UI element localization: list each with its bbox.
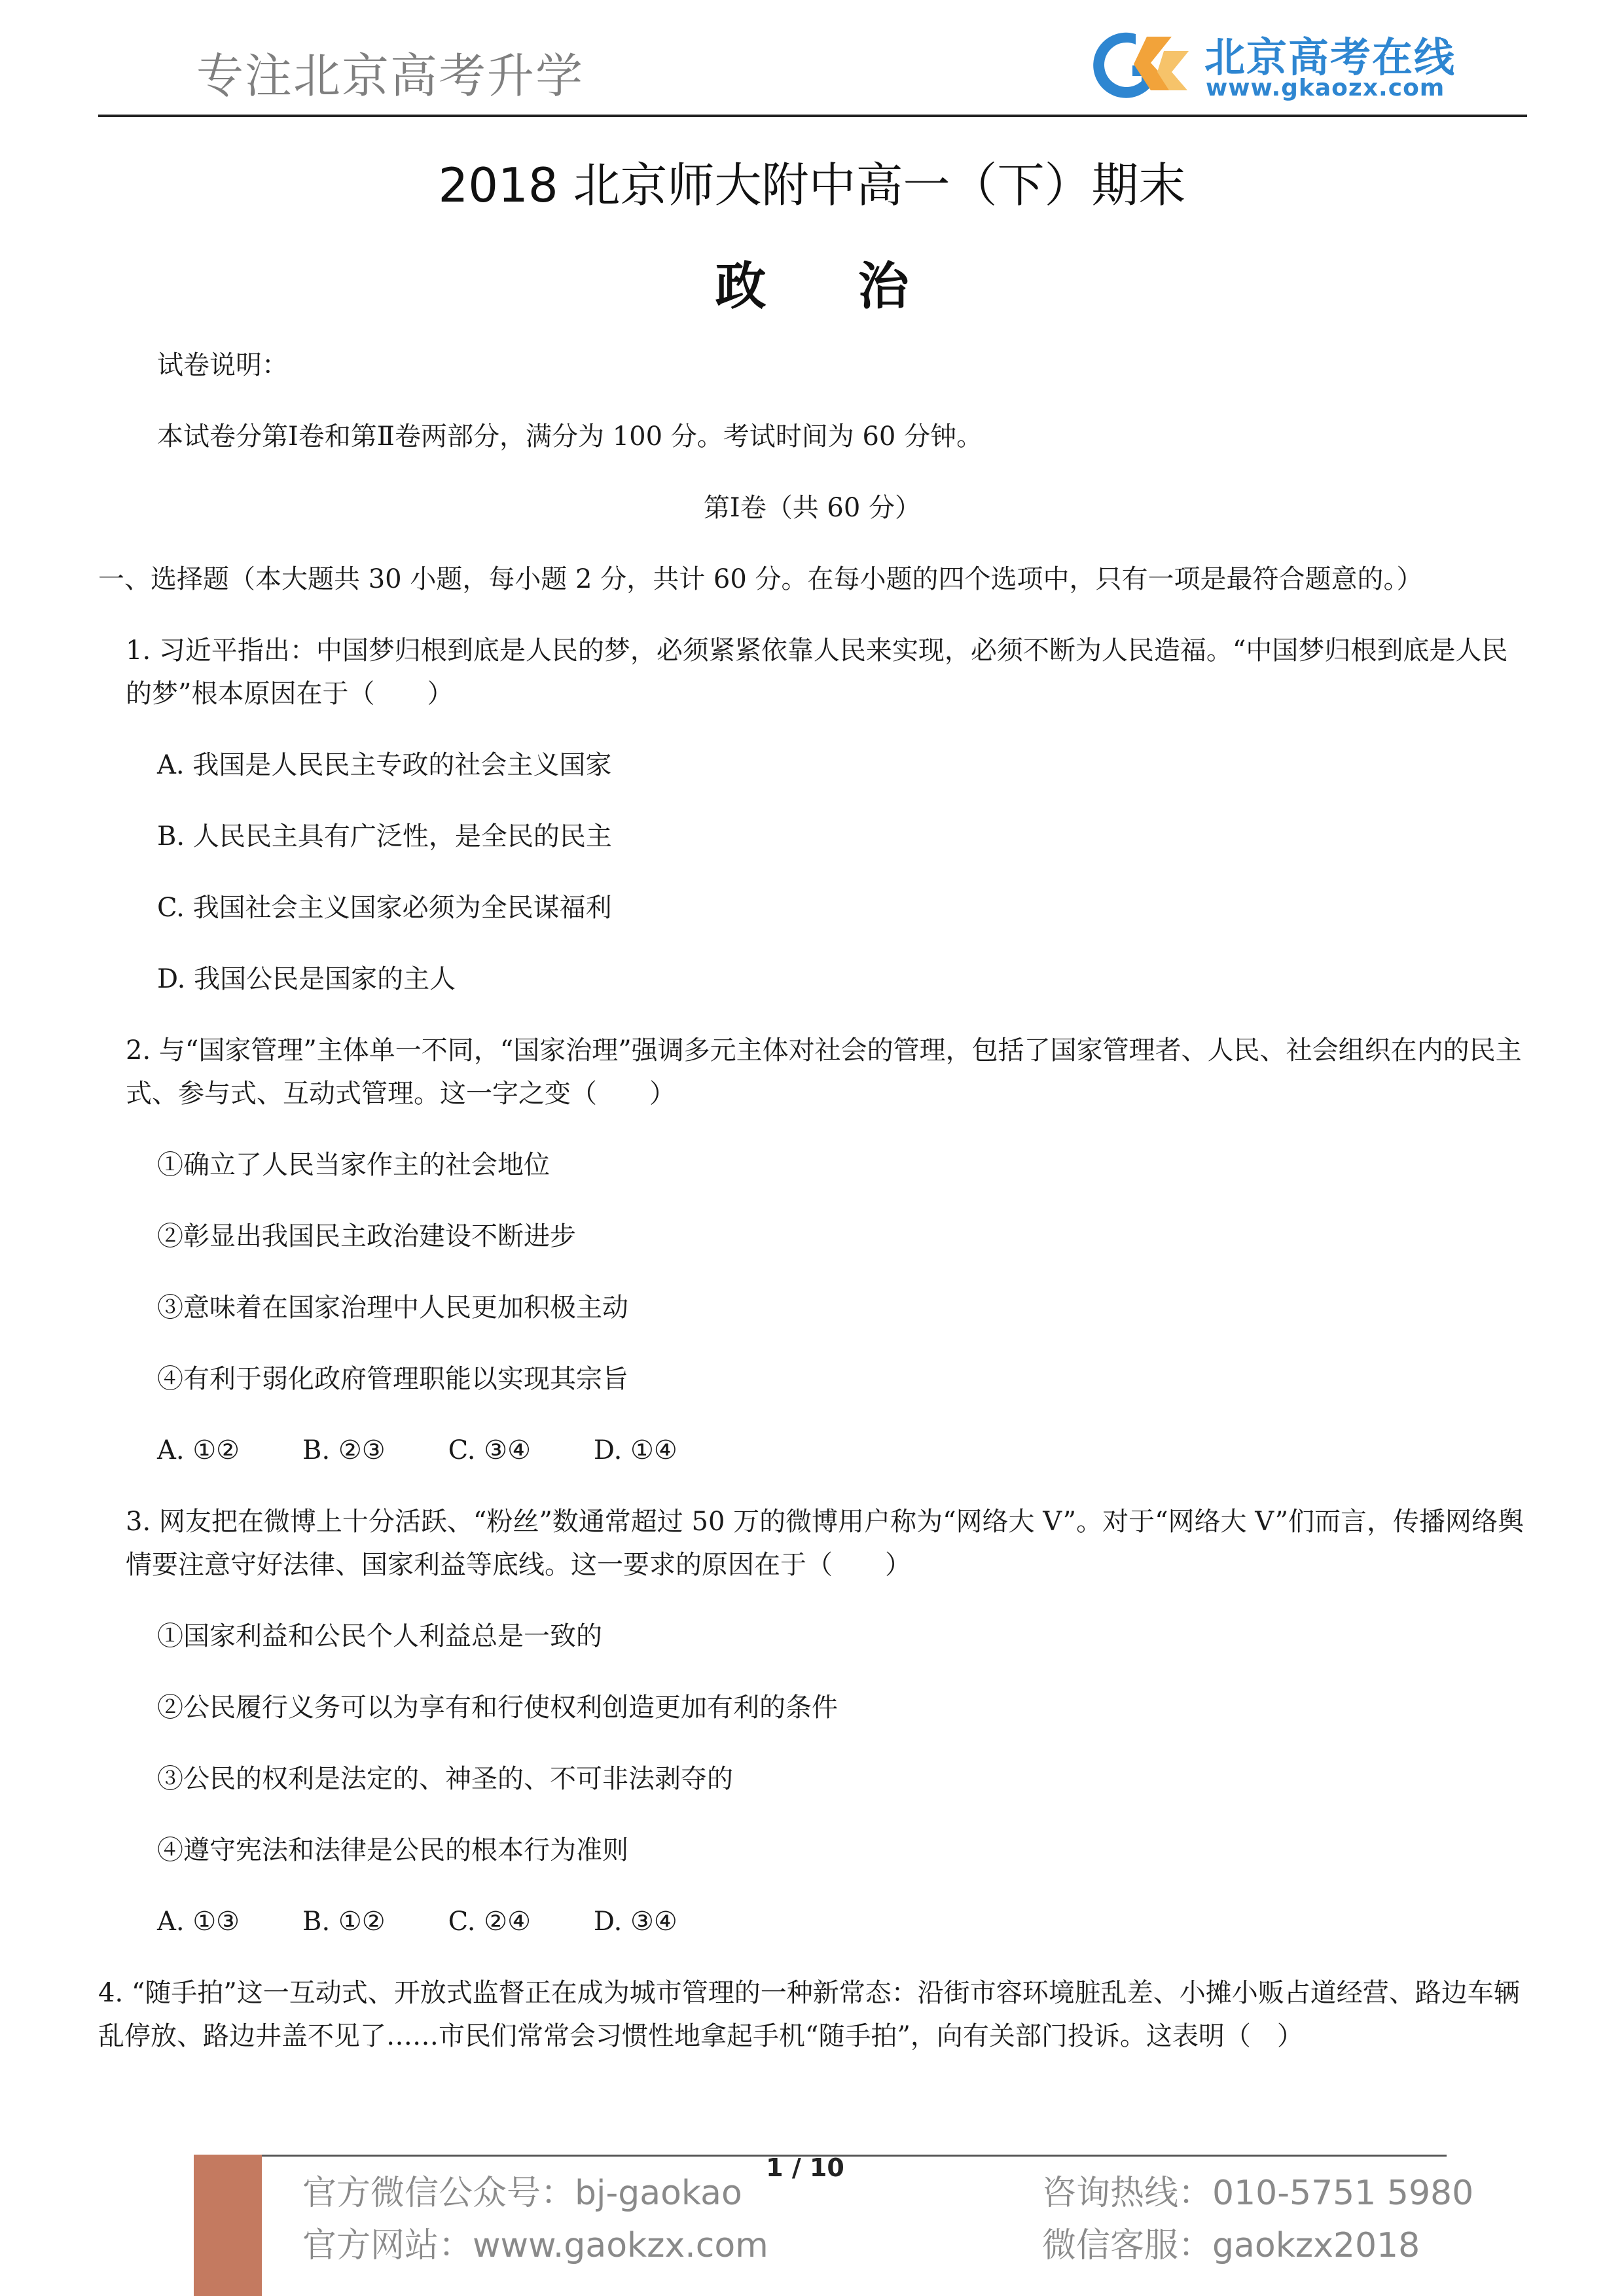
footer-hotline: 咨询热线：010-5751 5980 [1042, 2174, 1474, 2213]
question-2-choice-c: C. ③④ [448, 1435, 531, 1465]
header-divider [98, 115, 1527, 117]
footer-accent-block [194, 2155, 262, 2296]
question-3-item-3: ③公民的权利是法定的、神圣的、不可非法剥夺的 [157, 1764, 733, 1794]
question-2-item-2: ②彰显出我国民主政治建设不断进步 [157, 1221, 576, 1251]
question-2-item-4: ④有利于弱化政府管理职能以实现其宗旨 [157, 1364, 628, 1394]
logo-url: www.gkaozx.com [1206, 75, 1445, 101]
question-2-stem: 2. 与“国家管理”主体单一不同，“国家治理”强调多元主体对社会的管理，包括了国家管理者、人民、社会组织在内的民主式、参与式、互动式管理。这一字之变（ ） [126, 1035, 1522, 1109]
header-slogan: 专注北京高考升学 [196, 48, 585, 103]
question-3-choices [98, 1900, 1526, 1943]
footer-wechat-service: 微信客服：gaokzx2018 [1042, 2226, 1420, 2265]
footer-wechat-account: 官方微信公众号：bj-gaokao [302, 2174, 742, 2213]
part-heading: 第Ⅰ卷（共 60 分） [703, 493, 922, 523]
footer-website[interactable]: 官方网站：www.gaokzx.com [302, 2226, 768, 2265]
question-2-choices [98, 1429, 1526, 1472]
logo-name: 北京高考在线 [1204, 33, 1456, 81]
question-2-item-1: ①确立了人民当家作主的社会地位 [157, 1150, 550, 1180]
question-1-option-b: B. 人民民主具有广泛性，是全民的民主 [157, 821, 612, 852]
question-3-item-4: ④遵守宪法和法律是公民的根本行为准则 [157, 1835, 628, 1865]
document-body [98, 344, 1526, 2086]
question-2-choice-b: B. ②③ [302, 1435, 386, 1465]
question-3-choice-b: B. ①② [302, 1907, 386, 1937]
instructions-text: 本试卷分第Ⅰ卷和第Ⅱ卷两部分，满分为 100 分。考试时间为 60 分钟。 [157, 422, 983, 452]
question-3-choice-d: D. ③④ [593, 1907, 677, 1937]
question-3-choice-a: A. ①③ [157, 1907, 240, 1937]
question-2-choice-a: A. ①② [157, 1435, 240, 1465]
question-1-option-c: C. 我国社会主义国家必须为全民谋福利 [157, 893, 612, 923]
question-2-item-3: ③意味着在国家治理中人民更加积极主动 [157, 1293, 628, 1323]
question-3-item-1: ①国家利益和公民个人利益总是一致的 [157, 1621, 602, 1651]
document-title: 2018 北京师大附中高一（下）期末 [438, 158, 1186, 213]
question-3-item-2: ②公民履行义务可以为享有和行使权利创造更加有利的条件 [157, 1693, 838, 1723]
instructions-heading: 试卷说明： [157, 350, 288, 380]
section-heading: 一、选择题（本大题共 30 小题，每小题 2 分，共计 60 分。在每小题的四个选项中，只有一项是最符合题意的。） [98, 564, 1423, 594]
question-1-option-a: A. 我国是人民民主专政的社会主义国家 [157, 750, 612, 780]
question-3-choice-c: C. ②④ [448, 1907, 531, 1937]
question-4-stem: 4. “随手拍”这一互动式、开放式监督正在成为城市管理的一种新常态：沿街市容环境脏乱差、小摊小贩占道经营、路边车辆乱停放、路边井盖不见了……市民们常常会习惯性地拿起手机“随手拍”，向有关部门投诉。这表明（ ） [98, 1978, 1520, 2051]
question-1-stem: 1. 习近平指出：中国梦归根到底是人民的梦，必须紧紧依靠人民来实现，必须不断为人民造福。“中国梦归根到底是人民的梦”根本原因在于（ ） [126, 636, 1508, 709]
question-2-choice-d: D. ①④ [593, 1435, 677, 1465]
page-number: 1 / 10 [766, 2153, 844, 2182]
question-1-option-d: D. 我国公民是国家的主人 [157, 964, 456, 994]
logo-mark-icon [1074, 25, 1198, 103]
question-3-stem: 3. 网友把在微博上十分活跃、“粉丝”数通常超过 50 万的微博用户称为“网络大 V”。对于“网络大 V”们而言，传播网络舆情要注意守好法律、国家利益等底线。这一要求的原因在于（ ） [126, 1507, 1525, 1580]
brand-logo[interactable] [1074, 20, 1460, 105]
subject-title: 政治 [715, 257, 1001, 316]
